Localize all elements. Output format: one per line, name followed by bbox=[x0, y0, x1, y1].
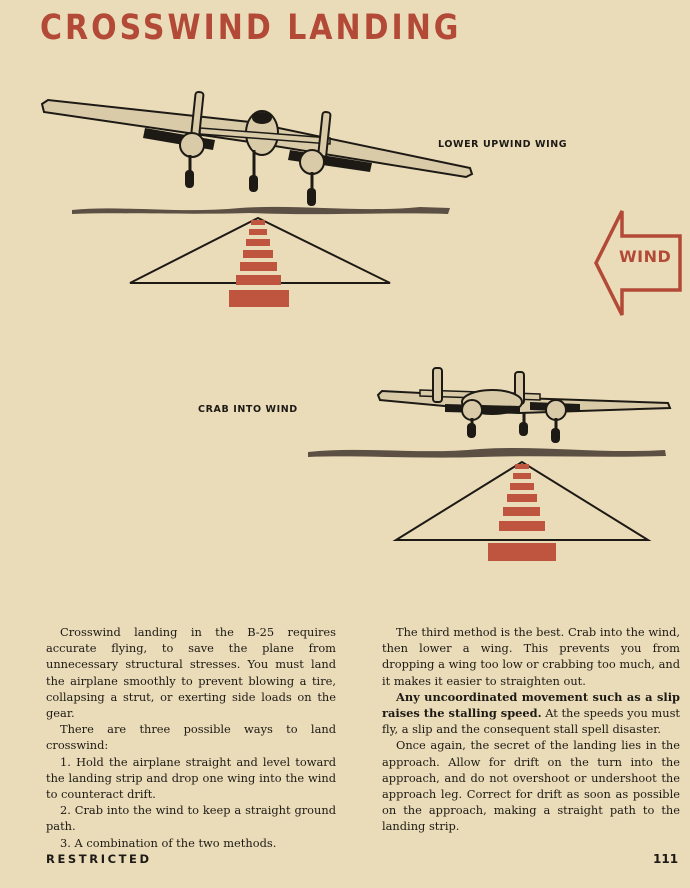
list-text: Hold the airplane straight and level toward the landing strip and drop one wing into the wind to counteract drift. bbox=[46, 754, 336, 802]
ground-horizon bbox=[72, 207, 450, 214]
paragraph: Once again, the secret of the landing lies in the approach. Allow for drift on the turn into the approach, and do not overshoot or undershoot the approach leg. Correct for drift as soon as possible on the approach, making a straight path to the landing strip. bbox=[382, 738, 680, 834]
list-number: 2. bbox=[60, 803, 71, 818]
list-text: A combination of the two methods. bbox=[74, 835, 277, 850]
runway-bottom bbox=[396, 462, 648, 561]
label-lower-upwind-wing: LOWER UPWIND WING bbox=[438, 139, 568, 150]
list-number: 3. bbox=[60, 835, 71, 850]
list-text: Crab into the wind to keep a straight ground path. bbox=[46, 803, 337, 834]
wind-label: WIND bbox=[619, 247, 672, 266]
b25-plane-banked bbox=[42, 92, 472, 206]
paragraph-text: At the speeds you must fly, a slip and the consequent stall spell disaster. bbox=[382, 706, 680, 737]
list-item bbox=[46, 754, 336, 803]
page-title: CROSSWIND LANDING bbox=[40, 8, 462, 49]
body-text-left bbox=[46, 624, 336, 851]
paragraph: The third method is the best. Crab into the wind, then lower a wing. This prevents you from dropping a wing too low or crabbing too much, and it makes it easier to straighten out. bbox=[382, 625, 680, 688]
runway-top bbox=[130, 218, 390, 307]
list-item bbox=[46, 802, 336, 834]
b25-plane-crab bbox=[378, 368, 670, 443]
list-item bbox=[46, 835, 336, 851]
ground-horizon-lower bbox=[308, 448, 666, 458]
paragraph: Crosswind landing in the B-25 requires accurate flying, to save the plane from unnecessary structural stresses. You must land the airplane smoothly to prevent blowing a tire, collapsing a strut, or exerting side loads on the gear. bbox=[46, 625, 336, 721]
emphasis-text: Any uncoordinated movement such as a slip raises the stalling speed. bbox=[382, 689, 680, 721]
paragraph: There are three possible ways to land crosswind: bbox=[46, 722, 336, 753]
restricted-footer: RESTRICTED bbox=[46, 852, 152, 866]
label-crab-into-wind: CRAB INTO WIND bbox=[198, 404, 298, 415]
body-text-right bbox=[382, 624, 680, 835]
list-number: 1. bbox=[60, 754, 71, 769]
paragraph bbox=[382, 689, 680, 738]
page-number: 111 bbox=[653, 852, 679, 866]
